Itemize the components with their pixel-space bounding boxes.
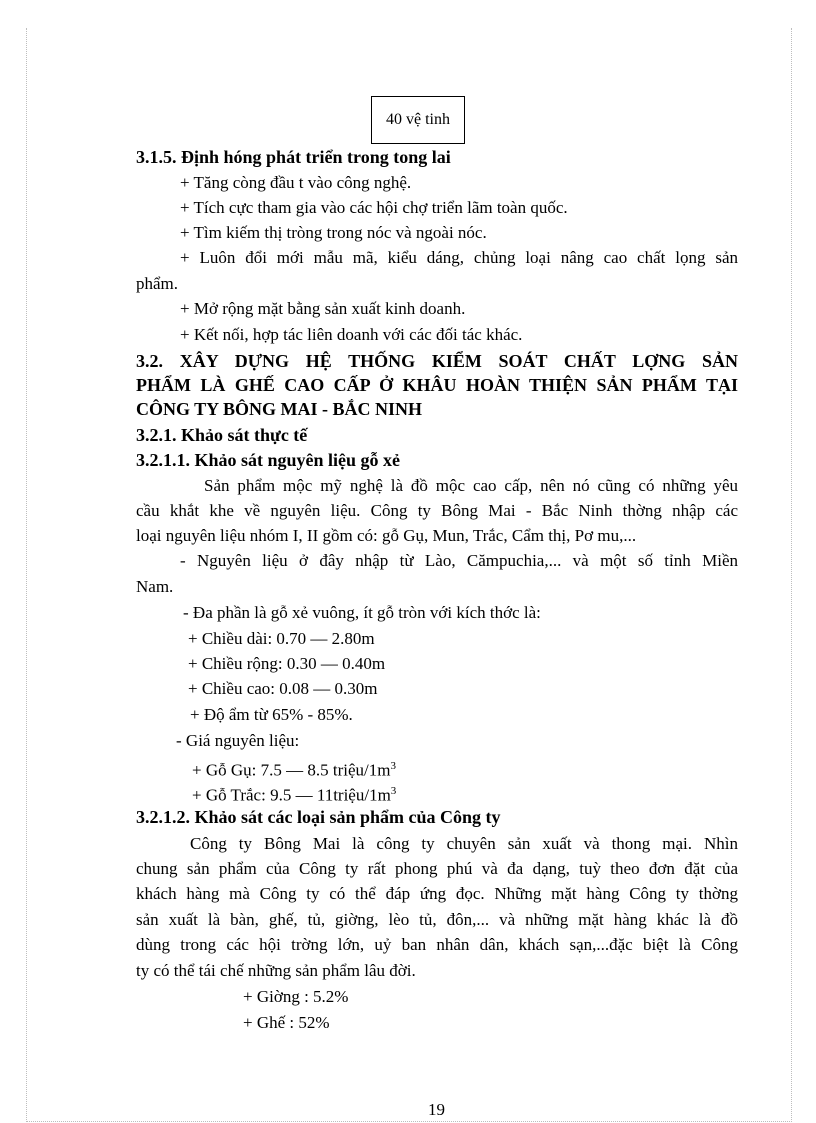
- section-3212-heading: 3.2.1.2. Khảo sát các loại sản phẩm của Công ty: [136, 807, 501, 827]
- satellite-box: [371, 96, 465, 144]
- dims-intro: - Đa phần là gỗ xẻ vuông, ít gỗ tròn với kích thớc là:: [183, 603, 541, 622]
- paragraph-line: cầu khắt khe về nguyên liệu. Công ty Bông Mai - Bắc Ninh thờng nhập các: [136, 501, 738, 520]
- section-32-heading-line: CÔNG TY BÔNG MAI - BẮC NINH: [136, 399, 423, 419]
- list-item: + Mở rộng mặt bằng sản xuất kinh doanh.: [180, 299, 466, 318]
- list-item: + Chiều dài: 0.70 — 2.80m: [188, 629, 375, 648]
- paragraph-line: Nam.: [136, 577, 174, 596]
- paragraph-line: khách hàng mà Công ty có thể đáp ứng đọc. Những mặt hàng Công ty thờng: [136, 884, 738, 903]
- price-item: [192, 755, 396, 782]
- list-item: + Độ ẩm từ 65% - 85%.: [190, 705, 353, 724]
- list-item: + Kết nối, hợp tác liên doanh với các đối tác khác.: [180, 325, 523, 344]
- section-32-heading-line: 3.2. XÂY DỰNG HỆ THỐNG KIỂM SOÁT CHẤT LỢNG SẢN: [136, 351, 738, 371]
- paragraph-line: sản xuất là bàn, ghế, tủ, giờng, lèo tủ, đôn,... và những mặt hàng khác là đồ: [136, 910, 738, 929]
- paragraph-line: - Nguyên liệu ở đây nhập từ Lào, Cămpuchia,... và một số tỉnh Miền: [180, 551, 738, 570]
- satellite-box-label: 40 vệ tinh: [386, 111, 450, 128]
- paragraph-line: dùng trong các hội trờng lớn, uỷ ban nhân dân, khách sạn,...đặc biệt là Công: [136, 935, 738, 954]
- list-item: + Chiều cao: 0.08 — 0.30m: [188, 679, 378, 698]
- list-item: + Luôn đổi mới mẫu mã, kiểu dáng, chủng loại nâng cao chất lọng sản: [180, 248, 738, 267]
- section-32-heading-line: PHẨM LÀ GHẾ CAO CẤP Ở KHÂU HOÀN THIỆN SẢN PHẨM TẠI: [136, 375, 738, 395]
- list-item: phẩm.: [136, 274, 179, 293]
- section-321-heading: 3.2.1. Khảo sát thực tế: [136, 425, 308, 445]
- paragraph-line: Công ty Bông Mai là công ty chuyên sản xuất và thong mại. Nhìn: [190, 834, 738, 853]
- list-item: + Chiều rộng: 0.30 — 0.40m: [188, 654, 386, 673]
- section-3211-heading: 3.2.1.1. Khảo sát nguyên liệu gỗ xẻ: [136, 450, 401, 470]
- price-superscript: 3: [390, 760, 396, 772]
- paragraph-line: loại nguyên liệu nhóm I, II gồm có: gỗ Gụ, Mun, Trắc, Cẩm thị, Pơ mu,...: [136, 526, 637, 545]
- section-315-heading: 3.1.5. Định hóng phát triển trong tong lai: [136, 147, 451, 167]
- price-text: + Gỗ Gụ: 7.5 — 8.5 triệu/1m: [192, 760, 391, 780]
- paragraph-line: Sản phẩm mộc mỹ nghệ là đồ mộc cao cấp, nên nó cũng có những yêu: [204, 476, 738, 495]
- list-item: + Tích cực tham gia vào các hội chợ triển lãm toàn quốc.: [180, 198, 568, 217]
- list-item: + Tìm kiếm thị tròng trong nóc và ngoài nóc.: [180, 223, 487, 242]
- paragraph-line: chung sản phẩm của Công ty rất phong phú và đa dạng, tuỳ theo đơn đặt của: [136, 859, 738, 878]
- paragraph-line: ty có thể tái chế những sản phẩm lâu đời.: [136, 961, 416, 980]
- price-superscript: 3: [390, 785, 397, 797]
- list-item: + Ghế : 52%: [243, 1013, 330, 1032]
- list-item: + Giờng : 5.2%: [243, 987, 349, 1006]
- page-number: 19: [428, 1100, 445, 1119]
- price-item: [192, 780, 396, 807]
- price-text: + Gỗ Trắc: 9.5 — 11triệu/1m: [192, 785, 391, 805]
- list-item: + Tăng còng đầu t vào công nghệ.: [180, 173, 412, 192]
- price-intro: - Giá nguyên liệu:: [176, 731, 300, 750]
